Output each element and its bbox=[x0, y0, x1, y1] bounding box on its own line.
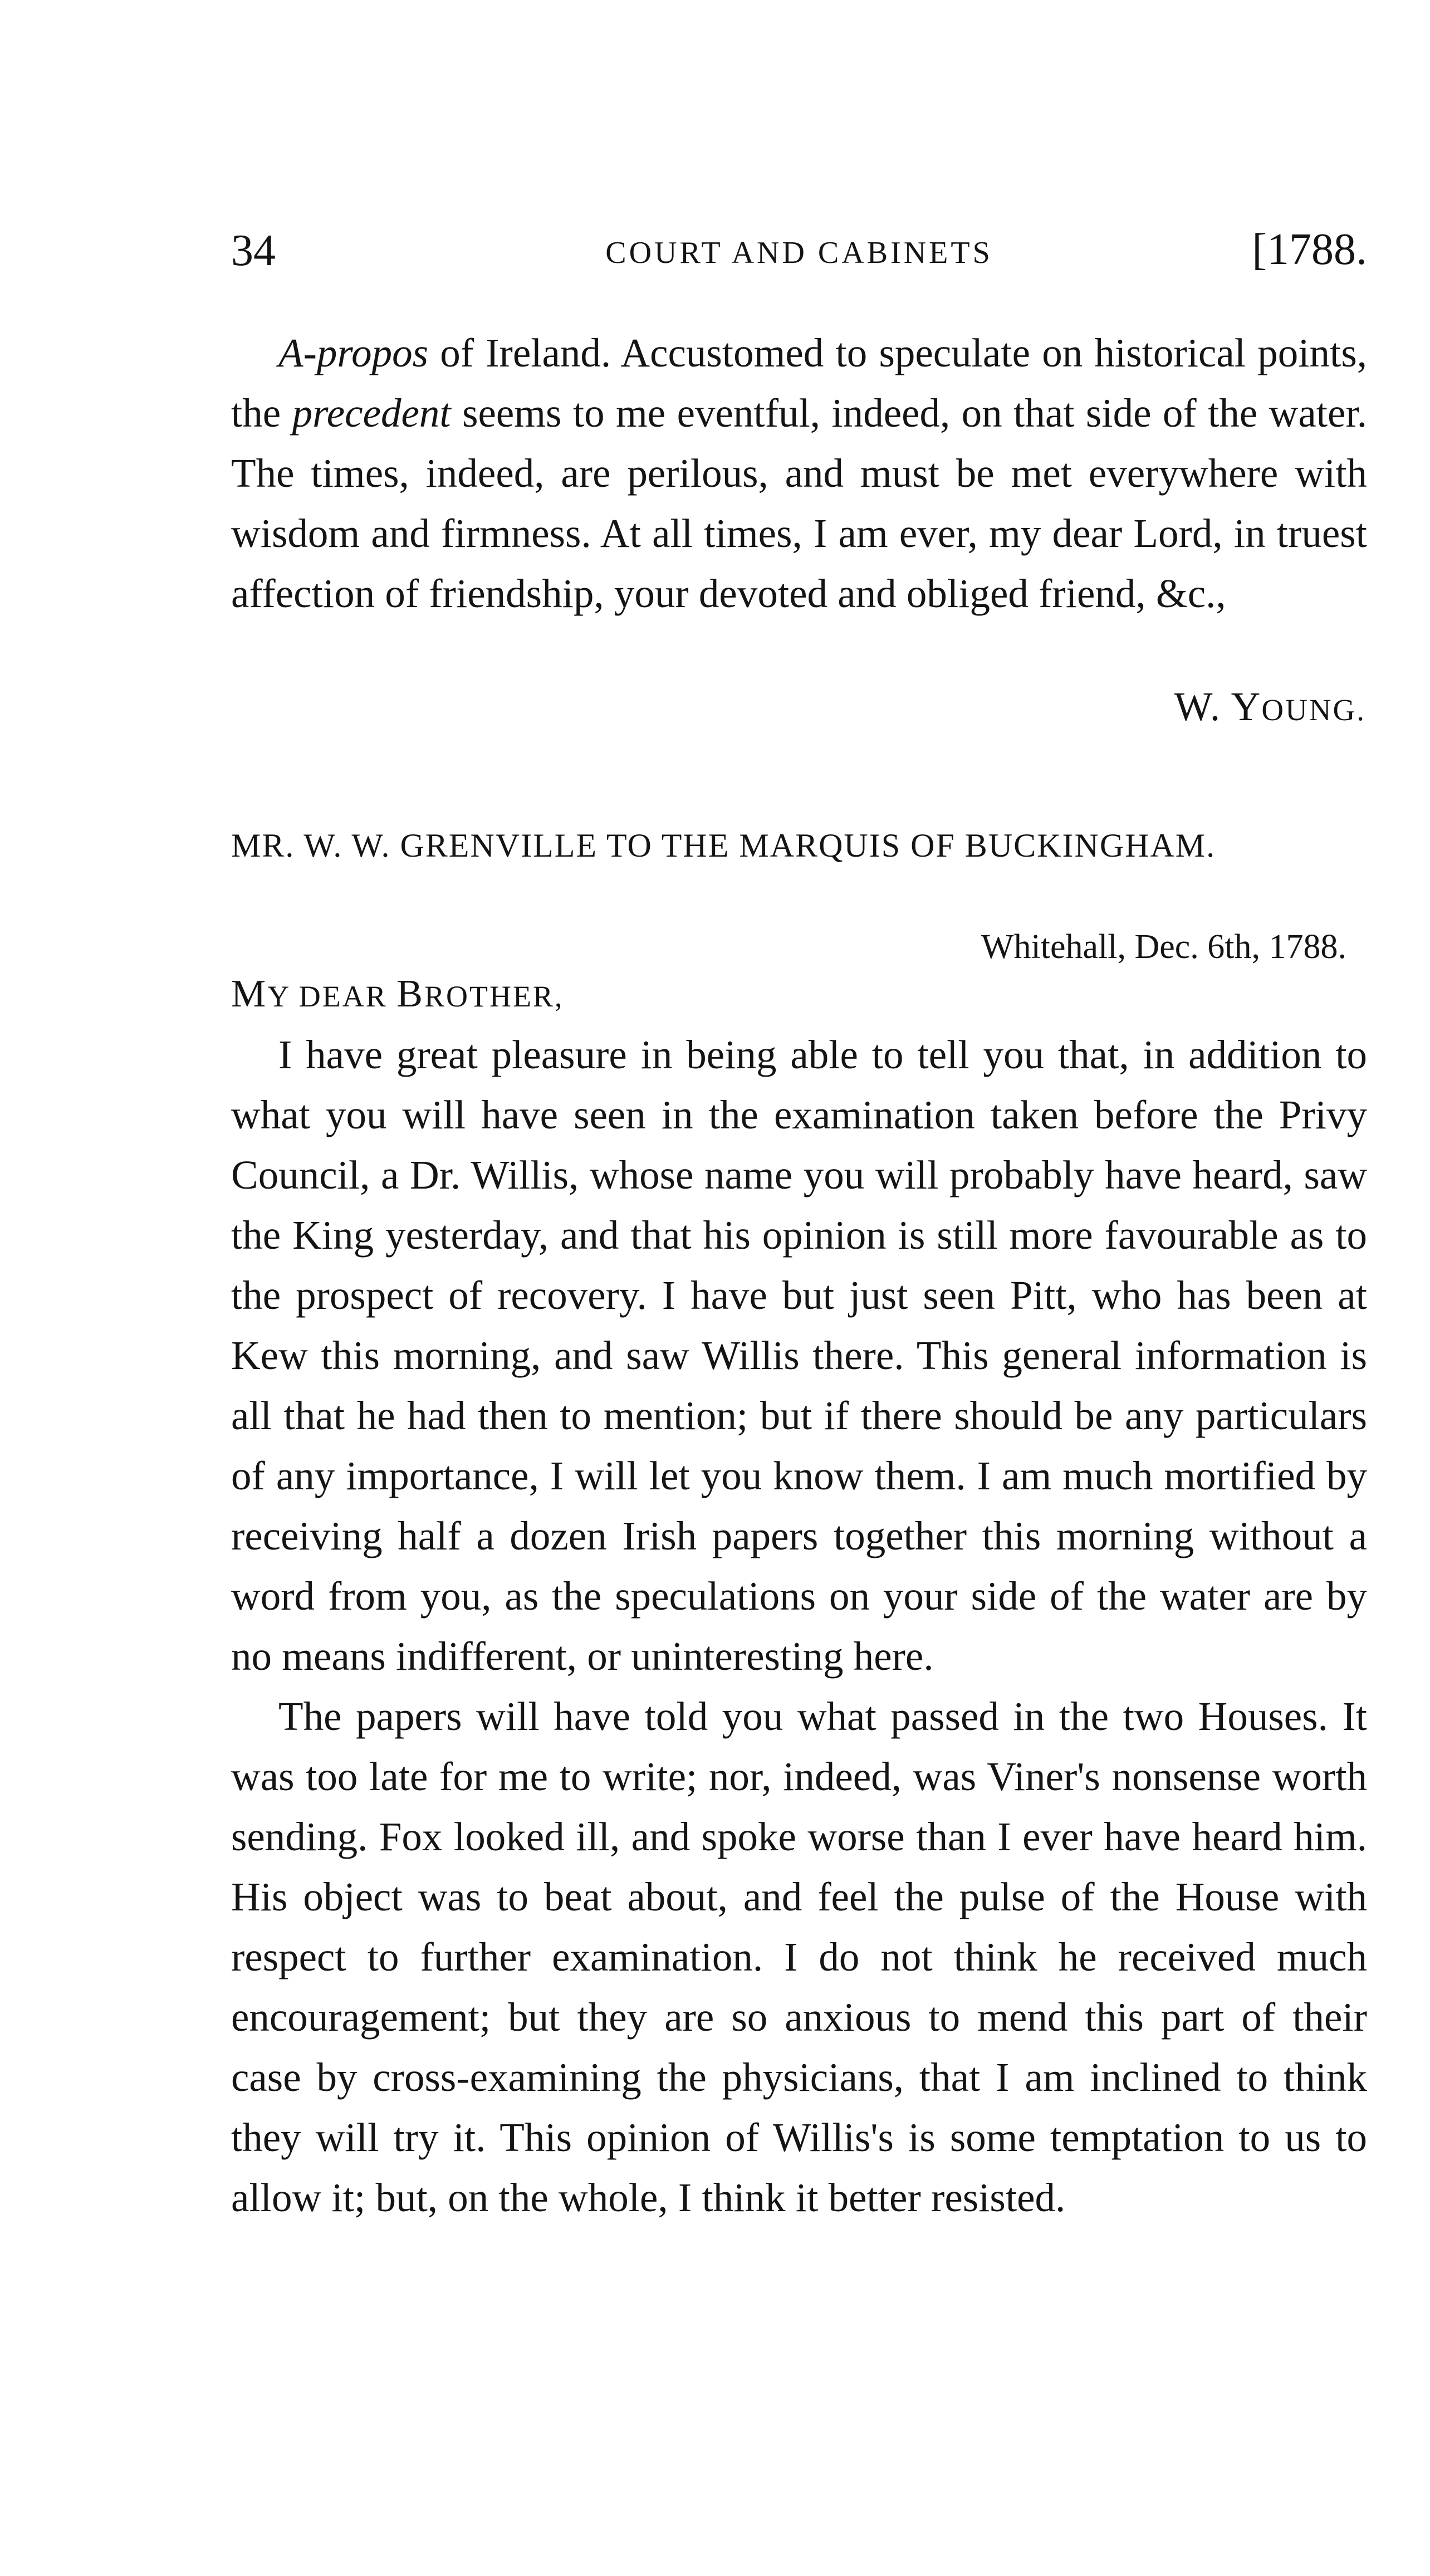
letter-dateline: Whitehall, Dec. 6th, 1788. bbox=[981, 928, 1346, 966]
paragraph: I have great pleasure in being able to tell you that, in addition to what you will have seen in the examination taken before the Privy Council, a Dr. Willis, whose name you will probably have heard, saw the King yesterday, and that his opinion is still more favourable as to the prospect of recovery. I have but just seen Pitt, who has been at Kew this morning, and saw Willis there. This general information is all that he had then to mention; but if there should be any particulars of any importance, I will let you know them. I am much mortified by receiving half a dozen Irish papers together this morning without a word from you, as the speculations on your side of the water are by no means indifferent, or uninteresting here. bbox=[231, 1032, 1367, 1679]
paragraph bbox=[231, 323, 1367, 624]
salutation-part: B bbox=[396, 972, 424, 1015]
salutation-part: M bbox=[231, 972, 268, 1015]
paragraph-text: seems to me eventful, indeed, on that side of the water. The times, indeed, are perilous, and must be met everywhere with wisdom and firmness. At all times, I am ever, my dear Lord, in truest affection of friendship, your devoted and obliged friend, &c., bbox=[231, 390, 1367, 616]
paragraph: The papers will have told you what passed in the two Houses. It was too late for me to write; nor, indeed, was Viner's nonsense worth sending. Fox looked ill, and spoke worse than I ever have heard him. His object was to beat about, and feel the pulse of the House with respect to further examination. I do not think he received much encouragement; but they are so anxious to mend this part of their case by cross-examining the physicians, that I am inclined to think they will try it. This opinion of Willis's is some temptation to us to allow it; but, on the whole, I think it better resisted. bbox=[231, 1694, 1367, 2220]
signature bbox=[1174, 677, 1366, 740]
letter-grenville-body bbox=[231, 1025, 1367, 2228]
letter-young-closing bbox=[231, 323, 1367, 624]
salutation-part: DEAR bbox=[298, 980, 397, 1013]
running-title: COURT AND CABINETS bbox=[605, 236, 993, 270]
italic-text: precedent bbox=[292, 390, 451, 436]
page-number: 34 bbox=[231, 226, 276, 275]
paragraph-text: of Ireland. Accustomed to speculate on historical points, the bbox=[231, 330, 1367, 436]
italic-text: A-propos bbox=[278, 330, 429, 375]
salutation-part: ROTHER, bbox=[424, 980, 564, 1013]
signature-text-small-caps: OUNG. bbox=[1261, 693, 1366, 727]
header-year: [1788. bbox=[1252, 225, 1367, 274]
running-header bbox=[231, 223, 1367, 284]
salutation bbox=[231, 969, 564, 1021]
signature-text: W. Y bbox=[1174, 684, 1262, 729]
salutation-part: Y bbox=[267, 980, 299, 1013]
letter-heading: MR. W. W. GRENVILLE TO THE MARQUIS OF BUCKINGHAM. bbox=[231, 827, 1216, 864]
